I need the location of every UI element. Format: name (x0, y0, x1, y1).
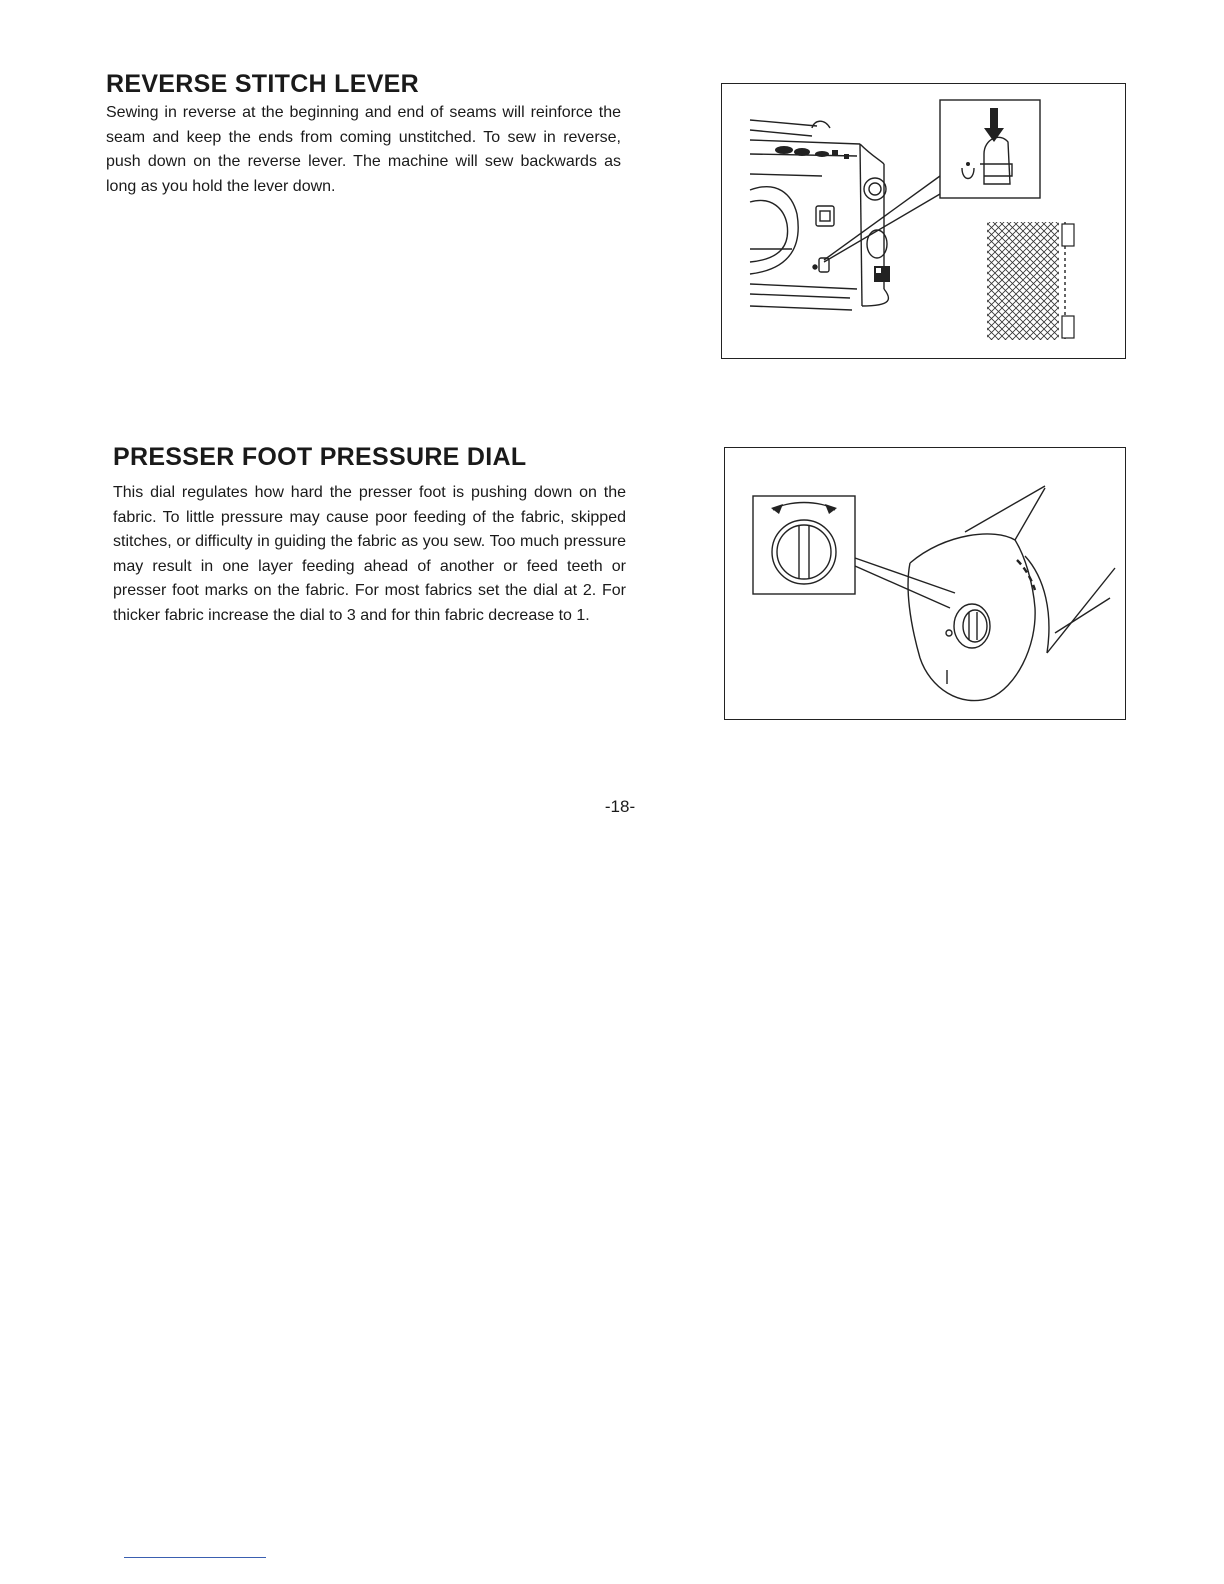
page-number: -18- (604, 797, 636, 816)
reverse-stitch-lever-text: Sewing in reverse at the beginning and end of seams will reinforce the seam and keep the ends from coming unstitched. To sew in reverse, push down on the reverse lever. The machine will sew backwards as long as you hold the lever down. (106, 104, 621, 195)
reverse-stitch-lever-heading: REVERSE STITCH LEVER (106, 70, 419, 98)
sewing-machine-drawing (722, 84, 1124, 357)
presser-foot-pressure-dial-text: This dial regulates how hard the presser foot is pushing down on the fabric. To little pressure may cause poor feeding of the fabric, skipped stitches, or difficulty in guiding the fabric as you sew. Too much pressure may result in one layer feeding ahead of another or feed teeth or presser foot marks on the fabric. For most fabrics set the dial at 2. For thicker fabric increase the dial to 3 and for thin fabric decrease to 1. (113, 484, 626, 624)
presser-foot-pressure-dial-heading: PRESSER FOOT PRESSURE DIAL (113, 443, 527, 471)
reverse-stitch-lever-illustration (721, 83, 1126, 359)
footer-rule (124, 1557, 266, 1558)
pressure-dial-drawing (725, 448, 1124, 718)
presser-foot-pressure-dial-illustration (724, 447, 1126, 720)
